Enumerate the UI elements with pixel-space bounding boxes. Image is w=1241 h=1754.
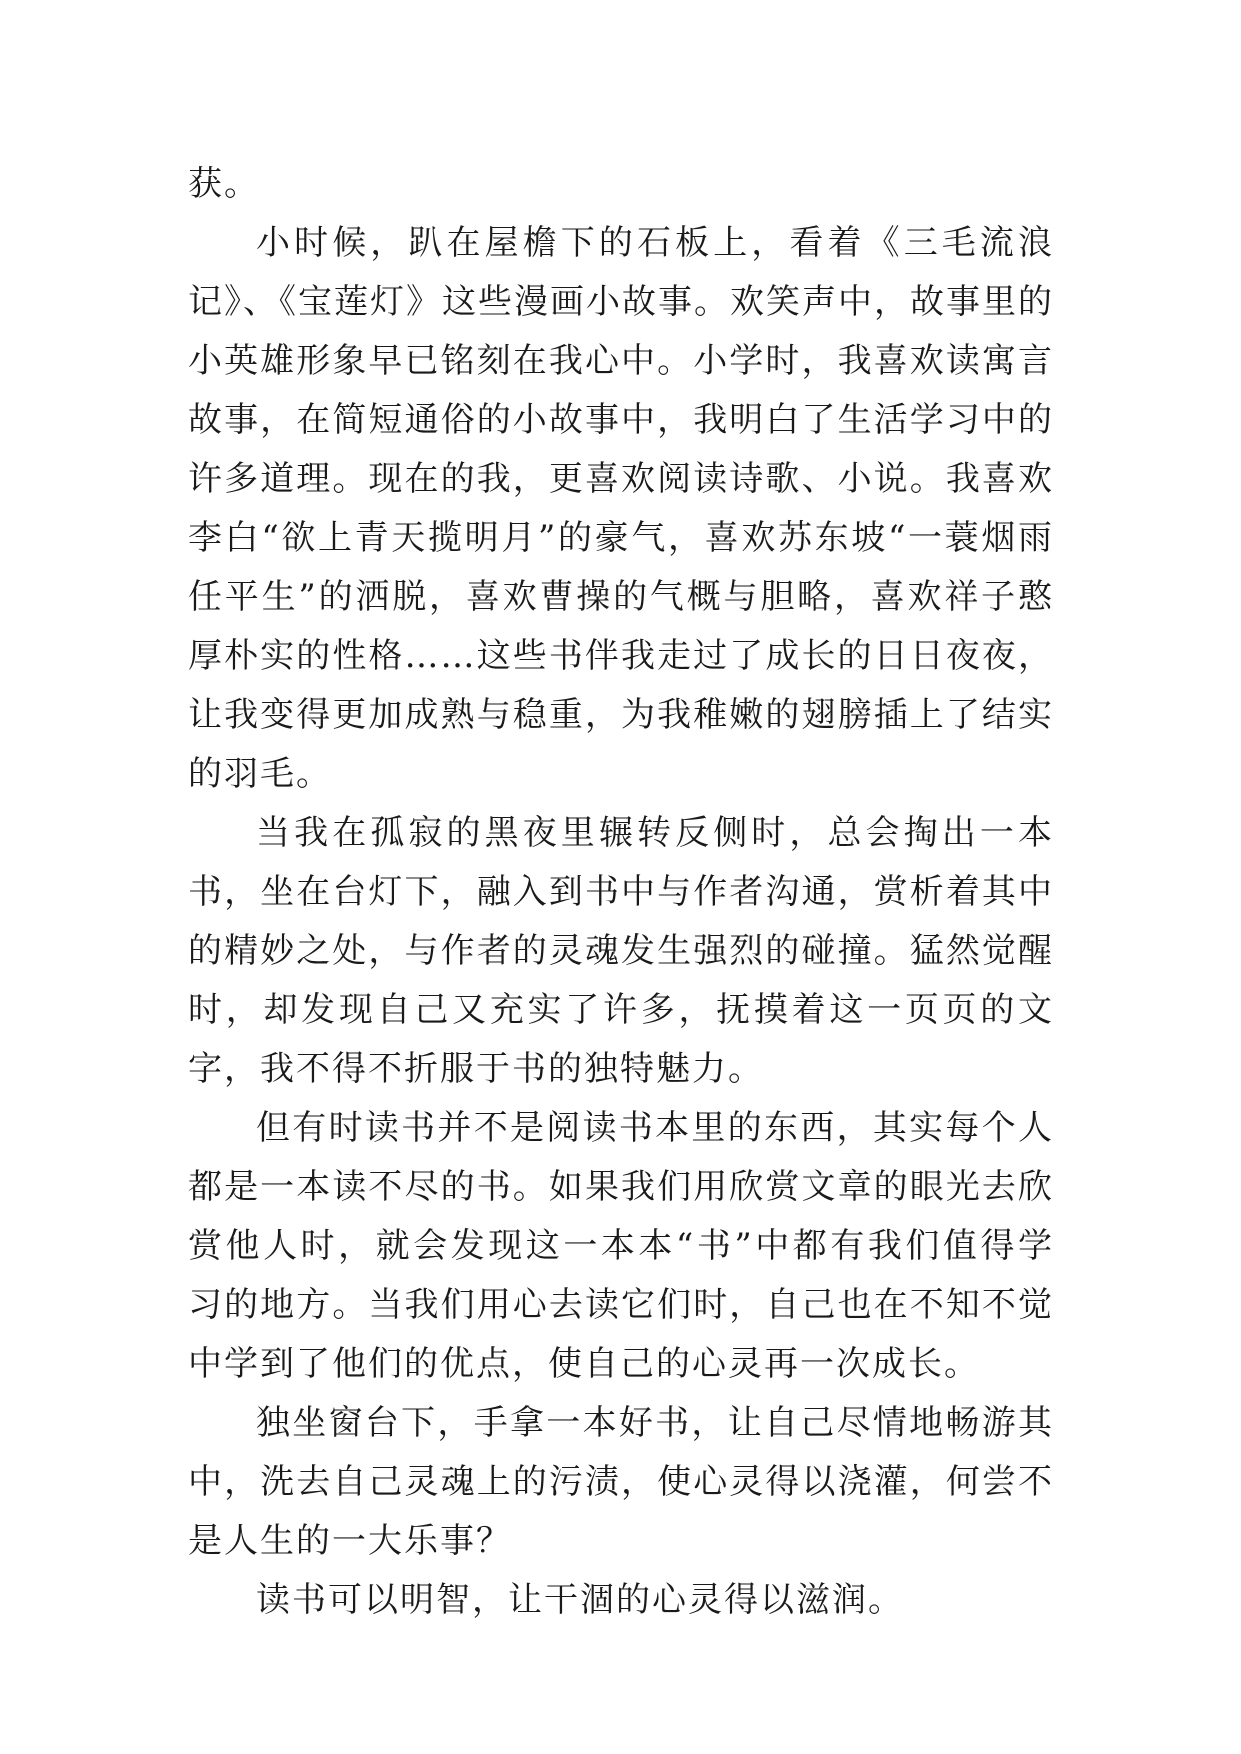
- paragraph-night-reading: 当我在孤寂的黑夜里辗转反侧时，总会掏出一本书，坐在台灯下，融入到书中与作者沟通，赏析着其中的精妙之处，与作者的灵魂发生强烈的碰撞。猛然觉醒时，却发现自己又充实了许多，抚摸着这一页页的文字，我不得不折服于书的独特魅力。: [188, 813, 1054, 1089]
- paragraph-continuation: 获。: [188, 164, 260, 204]
- paragraph-window-reading: 独坐窗台下，手拿一本好书，让自己尽情地畅游其中，洗去自己灵魂上的污渍，使心灵得以浇灌，何尝不是人生的一大乐事？: [188, 1403, 1054, 1561]
- essay-body: [188, 155, 1054, 1630]
- paragraph-childhood-reading: 小时候，趴在屋檐下的石板上，看着《三毛流浪记》、《宝莲灯》这些漫画小故事。欢笑声中，故事里的小英雄形象早已铭刻在我心中。小学时，我喜欢读寓言故事，在简短通俗的小故事中，我明白了生活学习中的许多道理。现在的我，更喜欢阅读诗歌、小说。我喜欢李白“欲上青天揽明月”的豪气，喜欢苏东坡“一蓑烟雨任平生”的洒脱，喜欢曹操的气概与胆略，喜欢祥子憨厚朴实的性格……这些书伴我走过了成长的日日夜夜，让我变得更加成熟与稳重，为我稚嫩的翅膀插上了结实的羽毛。: [188, 223, 1054, 794]
- paragraph-reading-people: 但有时读书并不是阅读书本里的东西，其实每个人都是一本读不尽的书。如果我们用欣赏文章的眼光去欣赏他人时，就会发现这一本本“书”中都有我们值得学习的地方。当我们用心去读它们时，自己也在不知不觉中学到了他们的优点，使自己的心灵再一次成长。: [188, 1108, 1054, 1384]
- paragraph-conclusion: 读书可以明智，让干涸的心灵得以滋润。: [256, 1580, 904, 1620]
